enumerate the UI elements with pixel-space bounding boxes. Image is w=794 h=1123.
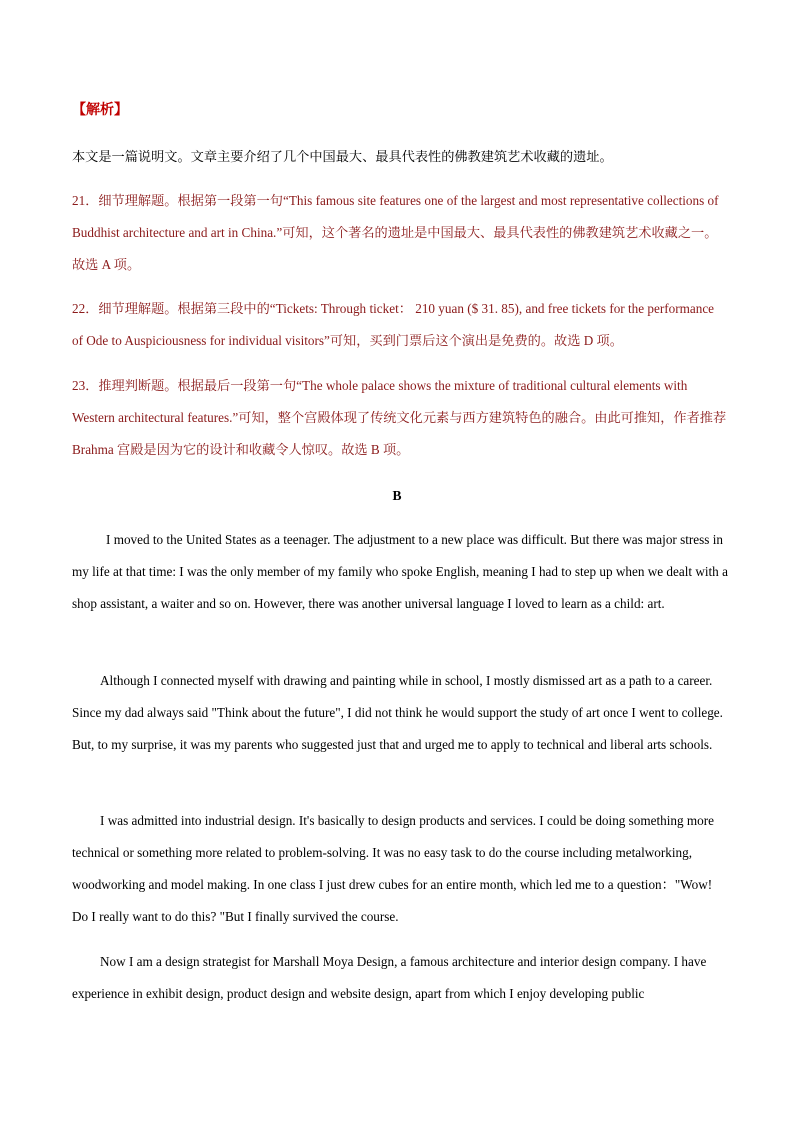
analysis-question-22: 22．细节理解题。根据第三段中的“Tickets: Through ticket： 210 yuan ($ 31. 85), and free tickets for the performance of Ode to Auspiciousness for individual visitors”可知，买到门票后这个演出是免费的。故选 D 项。 (72, 301, 715, 348)
section-b-paragraph-3: I was admitted into industrial design. It's basically to design products and services. I could be doing something more technical or something more related to problem-solving. It was no easy task to do the course including metalworking, woodworking and model making. In one class I just drew cubes for an entire month, which led me to a question："Wow! Do I really want to do this? "But I finally survived the course. (72, 813, 715, 924)
section-b-paragraph-4: Now I am a design strategist for Marshall Moya Design, a famous architecture and interior design company. I have experience in exhibit design, product design and website design, apart from which I enjoy developing public (72, 954, 707, 1001)
analysis-summary: 本文是一篇说明文。文章主要介绍了几个中国最大、最具代表性的佛教建筑艺术收藏的遗址。 (72, 149, 613, 164)
section-b-paragraph-2: Although I connected myself with drawing and painting while in school, I mostly dismissed art as a path to a career. Since my dad always said "Think about the future", I did not think he would support the study of art once I went to college. But, to my surprise, it was my parents who suggested just that and urged me to apply to technical and liberal arts schools. (72, 673, 723, 752)
analysis-question-21: 21．细节理解题。根据第一段第一句“This famous site features one of the largest and most representative collections of Buddhist architecture and art in China.”可知，这个著名的遗址是中国最大、最具代表性的佛教建筑艺术收藏之一。故选 A 项。 (72, 193, 719, 272)
section-b-title: B (392, 488, 402, 503)
section-b-paragraph-1: I moved to the United States as a teenager. The adjustment to a new place was difficult. But there was major stress in my life at that time: I was the only member of my family who spoke English, meaning I had to step up when we dealt with a shop assistant, a waiter and so on. However, there was another universal language I loved to learn as a child: art. (72, 532, 728, 611)
analysis-question-23: 23．推理判断题。根据最后一段第一句“The whole palace shows the mixture of traditional cultural elements with Western architectural features.”可知，整个宫殿体现了传统文化元素与西方建筑特色的融合。由此可推知，作者推荐 Brahma 宫殿是因为它的设计和收藏令人惊叹。故选 B 项。 (72, 378, 727, 457)
analysis-heading: 【解析】 (72, 103, 128, 118)
